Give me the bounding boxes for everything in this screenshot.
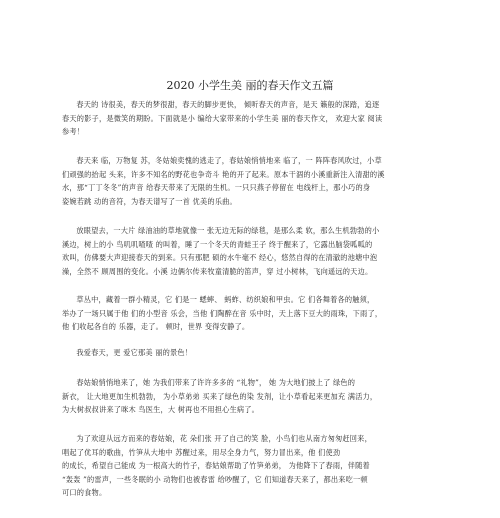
paragraph-line: 春姑娘悄悄地来了，她 为我们带来了许许多多的 “礼物”， 她 为大地们披上了 绿色的 bbox=[76, 378, 356, 387]
paragraph-line: 举办了一场只属于他 们的小型音 乐会，当他 们陶醉在音 乐中时，天上落下豆大的雨珠，下雨了， bbox=[62, 308, 383, 318]
paragraph-line: 可口的食物。 bbox=[62, 488, 107, 497]
paragraph-line: 姿婉若跳 动的音符，为春天谱写了一首 优美的乐曲。 bbox=[62, 196, 237, 206]
paragraph-1 bbox=[62, 98, 440, 139]
paragraph-line: 放眼望去，一大片 绿油油的草地就像一 张无边无际的绿毯，是那么柔 软，那么生机勃勃的小 bbox=[76, 226, 380, 235]
paragraph-line: 新衣， 让大地更加生机勃勃， 为小草弟弟 买来了绿色的染 发剂，让小草看起来更加充 满活力， bbox=[62, 391, 378, 401]
paragraph-7 bbox=[62, 432, 440, 500]
paragraph-line: 的成长，希望自己能成 为一根高大的竹子，春姑娘帮助了竹笋弟弟， 为他降下了春雨，伴随着 bbox=[62, 461, 370, 470]
paragraph-line: 参考！ bbox=[62, 127, 85, 136]
paragraph-line: 澡，全然不 顾周围的变化。小溪 边俩尔传来牧童清脆的笛声，穿 过小树林，飞向遥远的天边。 bbox=[62, 266, 373, 276]
paragraph-line: “轰轰 ”的雷声，一些冬眠的小 动物们也被春雷 给吵醒了，它 们知道春天来了，都出来吃一顿 bbox=[62, 474, 368, 484]
paragraph-line: 草丛中，藏着一群小精灵，它 们是一 蟋蟀、 蚂蚱、纺织娘和甲虫。它 们各舞着各的触须， bbox=[76, 295, 375, 304]
document-title: 2020 小学生美 丽的春天作文五篇 bbox=[166, 79, 334, 92]
paragraph-2 bbox=[62, 154, 440, 208]
paragraph-line: 我爱春天，更 爱它那美 丽的景色！ bbox=[76, 348, 193, 357]
paragraph-3 bbox=[62, 224, 440, 278]
paragraph-line: 他 们收起各自的 乐器，走了。 顿时，世界 变得安静了。 bbox=[62, 322, 250, 331]
paragraph-line: 为了欢迎从远方而来的春姑娘，花 朵们张 开了自己的笑 脸，小鸟们也从南方匆匆赶回来， bbox=[76, 434, 372, 443]
paragraph-line: 水，那“丁丁冬冬”的声音 给春天带来了无限的生机。一只只燕子停留在 电线杆上，那小巧的身 bbox=[62, 183, 371, 192]
paragraph-line: 欢叫，仿佛要大声迎接春天的到来。只有那肥 硕的水牛毫不 经心，悠然自得的在清澈的池塘中泡 bbox=[62, 253, 378, 262]
paragraph-line: 春天的 诗很美，春天的梦很甜，春天的脚步更快， 倾听春天的声音，是天 籁般的深踏，追逐 bbox=[76, 100, 380, 109]
paragraph-line: 唱起了优耳的歌曲，竹笋从大地中 苏醒过来，用尽全身力气，努力冒出来，他 们使劲 bbox=[62, 447, 341, 457]
paragraph-line: 为大树叔叔讲来了咪木 鸟医生，大 树再也不用担心生病了。 bbox=[62, 405, 260, 414]
paragraph-5 bbox=[62, 346, 440, 360]
paragraph-line: 春天的影子，是微笑的期盼。下面就是小 编给大家带来的小学生美 丽的春天作文， 欢迎大家 阅读 bbox=[62, 113, 383, 123]
paragraph-line: 们顽强的抬起 头来，许多不知名的野花也争奇斗 艳的开了起来。原本干涸的小溪重新注入清甜的溪 bbox=[62, 169, 385, 179]
paragraph-4 bbox=[62, 293, 440, 334]
paragraph-line: 春天来 临，万物复 苏，冬姑娘奕愧的逃走了，春姑娘悄悄地来 临了，一 阵阵春风吹过，小草 bbox=[76, 156, 382, 165]
paragraph-line: 溪边，树上的小 鸟叽叽喳喳 的叫着，睡了一个冬天的青蛙王子 终于醒来了，它露出脑袋呱呱的 bbox=[62, 239, 373, 249]
paragraph-6 bbox=[62, 376, 440, 417]
